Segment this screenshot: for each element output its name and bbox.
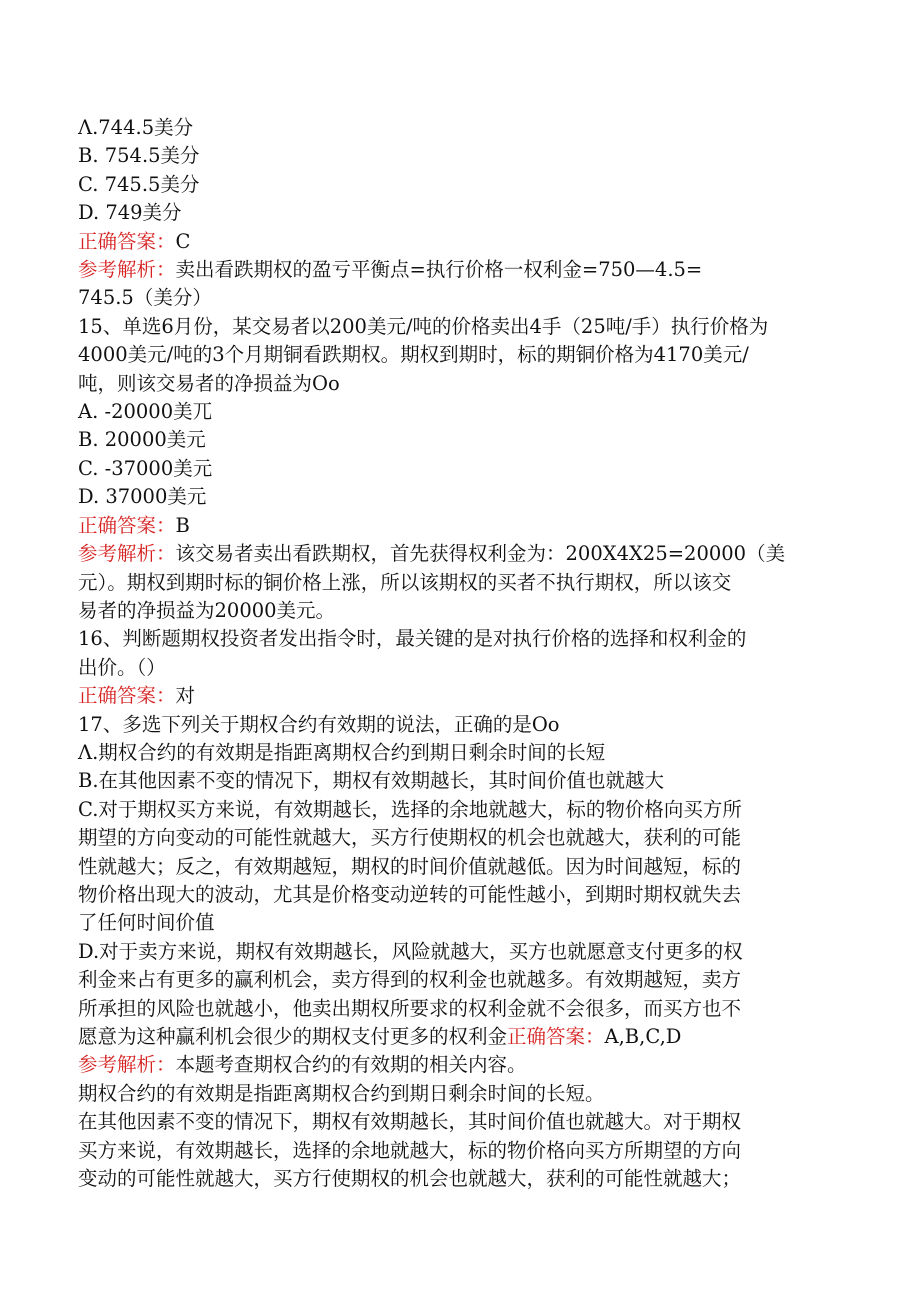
q15-stem-line-1: 15、单选6月份，某交易者以200美元/吨的价格卖出4手（25吨/手）执行价格为 <box>78 314 769 338</box>
q17-option-a: Λ.期权合约的有效期是指距离期权合约到期日剩余时间的长短 <box>78 740 606 764</box>
q17-explain-line-4: 变动的可能性就越大，买方行使期权的机会也就越大，获利的可能性就越大； <box>78 1167 742 1191</box>
q17-option-c-line-2: 期望的方向变动的可能性就越大，买方行使期权的机会也就越大，获利的可能 <box>78 826 742 850</box>
q17-option-c-line-3: 性就越大；反之，有效期越短，期权的时间价值就越低。因为时间越短，标的 <box>78 854 742 878</box>
q16-stem-line-1: 16、判断题期权投资者发出指令时，最关键的是对执行价格的选择和权利金的 <box>78 627 747 651</box>
q17-explain-line-1: 期权合约的有效期是指距离期权合约到期日剩余时间的长短。 <box>78 1081 605 1105</box>
q17-option-c-line-5: 了任何时间价值 <box>78 911 215 935</box>
q15-analysis-line-3: 易者的净损益为20000美元。 <box>78 598 336 622</box>
q17-option-c-line-1: C.对于期权买方来说，有效期越长，选择的余地就越大，标的物价格向买方所 <box>78 797 742 821</box>
q16-stem-line-2: 出价。（） <box>78 655 166 679</box>
answer-label: 正确答案： <box>507 1025 605 1048</box>
analysis-text: 卖出看跌期权的盈亏平衡点=执行价格一权利金=750—4.5= <box>175 258 703 282</box>
q14-analysis-line-1 <box>78 256 880 284</box>
option-d-last-text: 愿意为这种赢利机会很少的期权支付更多的权利金 <box>78 1025 508 1048</box>
q17-option-d-line-3: 所承担的风险也就越小，他卖出期权所要求的权利金就不会很多，而买方也不 <box>78 996 742 1020</box>
q17-option-d-line-2: 利金来占有更多的赢利机会，卖方得到的权利金也就越多。有效期越短，卖方 <box>78 968 742 992</box>
q14-option-d: D. 749美分 <box>78 201 182 225</box>
q15-stem-line-2: 4000美元/吨的3个月期铜看跌期权。期权到期时，标的期铜价格为4170美元/ <box>78 343 749 367</box>
q14-option-b: B. 754.5美分 <box>78 144 200 168</box>
q15-stem-line-3: 吨，则该交易者的净损益为Oo <box>78 371 340 395</box>
analysis-label: 参考解析： <box>78 258 176 282</box>
analysis-label: 参考解析： <box>78 1053 176 1077</box>
q14-answer <box>78 228 880 256</box>
q14-option-c: C. 745.5美分 <box>78 172 200 196</box>
q14-analysis-line-2: 745.5（美分） <box>78 286 212 310</box>
q17-explain-line-3: 买方来说，有效期越长，选择的余地就越大，标的物价格向买方所期望的方向 <box>78 1138 742 1162</box>
analysis-text: 本题考查期权合约的有效期的相关内容。 <box>175 1053 527 1077</box>
q16-answer <box>78 682 880 710</box>
q15-analysis-line-1 <box>78 540 880 568</box>
answer-label: 正确答案： <box>78 229 176 253</box>
answer-label: 正确答案： <box>78 513 176 537</box>
analysis-label: 参考解析： <box>78 542 176 566</box>
answer-label: 正确答案： <box>78 684 176 708</box>
q17-stem: 17、多选下列关于期权合约有效期的说法，正确的是Oo <box>78 712 560 736</box>
q15-option-c: C. -37000美元 <box>78 456 213 480</box>
q17-explain-line-2: 在其他因素不变的情况下，期权有效期越长，其时间价值也就越大。对于期权 <box>78 1110 742 1134</box>
q15-option-d: D. 37000美元 <box>78 485 207 509</box>
q15-option-b: B. 20000美元 <box>78 428 206 452</box>
q15-option-a: A. -20000美兀 <box>78 400 213 424</box>
q14-option-a: Λ.744.5美分 <box>78 116 194 139</box>
q17-option-d-line-4 <box>78 1023 880 1051</box>
answer-value: C <box>175 229 191 253</box>
q17-option-d-line-1: D.对于卖方来说，期权有效期越长，风险就越大，买方也就愿意支付更多的权 <box>78 939 743 963</box>
q15-answer <box>78 512 880 540</box>
q17-option-c-line-4: 物价格出现大的波动，尤其是价格变动逆转的可能性越小，到期时期权就失去 <box>78 882 742 906</box>
analysis-text: 该交易者卖出看跌期权，首先获得权利金为：200X4X25=20000（美 <box>175 542 786 566</box>
answer-value: A,B,C,D <box>604 1025 682 1048</box>
q17-analysis <box>78 1051 880 1079</box>
answer-value: B <box>175 513 190 537</box>
q15-analysis-line-2: 元）。期权到期时标的铜价格上涨，所以该期权的买者不执行期权，所以该交 <box>78 570 732 594</box>
q17-option-b: B.在其他因素不变的情况下，期权有效期越长，其时间价值也就越大 <box>78 769 665 793</box>
answer-value: 对 <box>175 684 196 708</box>
